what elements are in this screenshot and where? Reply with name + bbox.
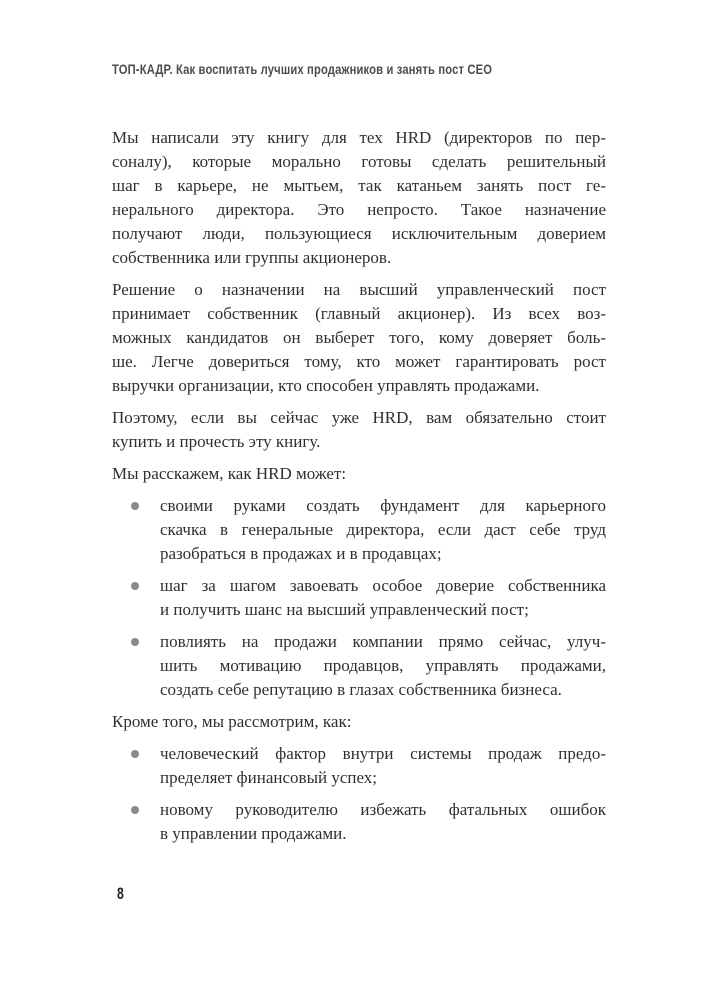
- paragraph: [112, 278, 606, 398]
- text-line: собственника или группы акционеров.: [112, 248, 392, 267]
- text-line: пределяет финансовый успех;: [160, 768, 378, 787]
- bullet-icon: [131, 750, 139, 758]
- text-line: новому руководителю избежать фатальных ошибок: [160, 800, 606, 819]
- text-line: купить и прочесть эту книгу.: [112, 432, 321, 451]
- text-line: получают люди, пользующиеся исключительным доверием: [112, 224, 606, 243]
- text-line: можных кандидатов он выберет того, кому доверяет боль-: [112, 328, 606, 347]
- text-line: человеческий фактор внутри системы продаж предо-: [160, 744, 606, 763]
- text-line: шаг в карьере, не мытьем, так катаньем занять пост ге-: [112, 176, 606, 195]
- bullet-icon: [131, 582, 139, 590]
- text-line: и получить шанс на высший управленческий пост;: [160, 600, 529, 619]
- bullet-list: [112, 742, 606, 846]
- paragraph: [112, 710, 606, 734]
- paragraph: [112, 126, 606, 270]
- running-header: ТОП-КАДР. Как воспитать лучших продажников и занять пост СЕО: [112, 61, 493, 77]
- text-line: повлиять на продажи компании прямо сейчас, улуч-: [160, 632, 606, 651]
- text-line: соналу), которые морально готовы сделать решительный: [112, 152, 606, 171]
- bullet-icon: [131, 638, 139, 646]
- paragraph: [112, 462, 606, 486]
- text-line: разобраться в продажах и в продавцах;: [160, 544, 442, 563]
- text-line: в управлении продажами.: [160, 824, 347, 843]
- text-line: ше. Легче довериться тому, кто может гарантировать рост: [112, 352, 606, 371]
- bullet-icon: [131, 806, 139, 814]
- text-line: своими руками создать фундамент для карьерного: [160, 496, 606, 515]
- text-line: нерального директора. Это непросто. Такое назначение: [112, 200, 606, 219]
- list-item: [112, 798, 606, 846]
- text-line: принимает собственник (главный акционер). Из всех воз-: [112, 304, 606, 323]
- text-line: Мы написали эту книгу для тех HRD (директоров по пер-: [112, 128, 606, 147]
- text-line: Мы расскажем, как HRD может:: [112, 464, 347, 483]
- list-item: [112, 742, 606, 790]
- list-item: [112, 630, 606, 702]
- list-item: [112, 574, 606, 622]
- text-line: создать себе репутацию в глазах собственника бизнеса.: [160, 680, 562, 699]
- page-content: [112, 126, 606, 854]
- text-line: шить мотивацию продавцов, управлять продажами,: [160, 656, 606, 675]
- text-line: Решение о назначении на высший управленческий пост: [112, 280, 606, 299]
- list-item: [112, 494, 606, 566]
- text-line: скачка в генеральные директора, если даст себе труд: [160, 520, 606, 539]
- bullet-list: [112, 494, 606, 702]
- text-line: Поэтому, если вы сейчас уже HRD, вам обязательно стоит: [112, 408, 606, 427]
- text-line: выручки организации, кто способен управлять продажами.: [112, 376, 540, 395]
- bullet-icon: [131, 502, 139, 510]
- text-line: шаг за шагом завоевать особое доверие собственника: [160, 576, 606, 595]
- page-number: 8: [117, 884, 124, 903]
- paragraph: [112, 406, 606, 454]
- text-line: Кроме того, мы рассмотрим, как:: [112, 712, 352, 731]
